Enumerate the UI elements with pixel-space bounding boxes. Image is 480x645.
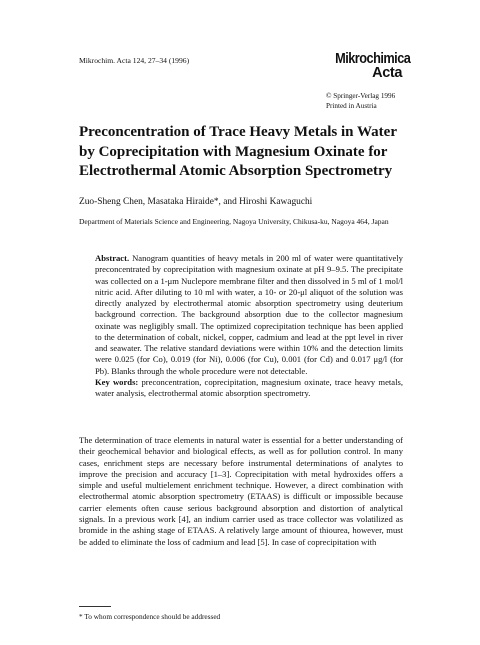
introduction-paragraph: The determination of trace elements in natural water is essential for a better understanding of their geochemical behavior and biological effects, as well as for pollution control. In many cases, enrichment steps are necessary before instrumental determinations of analytes to improve the precision and accuracy [1–3]. Coprecipitation with metal hydroxides offers a simple and useful multielement enrichment technique. However, a direct combination with electrothermal atomic absorption spectrometry (ETAAS) is difficult or impossible because carrier elements often cause serious background absorption and distortion of analytical signals. In a previous work [4], an indium carrier used as trace collector was volatilized as bromide in the ashing stage of ETAAS. A relatively large amount of thiourea, however, must be added to eliminate the loss of cadmium and lead [5]. In case of coprecipitation with <box>79 435 403 547</box>
keywords-text: preconcentration, coprecipitation, magnesium oxinate, trace heavy metals, water analysis, electrothermal atomic absorption spectrometry. <box>95 377 403 399</box>
journal-logo <box>326 51 411 81</box>
publisher-info <box>326 92 395 111</box>
abstract-label: Abstract. <box>95 253 130 263</box>
keywords <box>95 377 403 400</box>
logo-text-line2: Acta <box>372 65 402 81</box>
article-title: Preconcentration of Trace Heavy Metals in Water by Coprecipitation with Magnesium Oxinate for Electrothermal Atomic Absorption Spectrometry <box>79 124 397 180</box>
journal-citation: Mikrochim. Acta 124, 27–34 (1996) <box>79 56 190 65</box>
abstract-text: Nanogram quantities of heavy metals in 200 ml of water were quantitatively preconcentrated by coprecipitation with magnesium oxinate at pH 9–9.5. The precipitate was collected on a 1-μm Nuclepore membrane filter and then dissolved in 5 ml of 1 mol/l nitric acid. After diluting to 10 ml with water, a 10- or 20-μl aliquot of the solution was directly analyzed by electrothermal atomic absorption spectrometry using deuterium background correction. The background absorption due to the collector magnesium oxinate was negligibly small. The optimized coprecipitation technique has been applied to the determination of cobalt, nickel, copper, cadmium and lead at the ppt level in river and seawater. The relative standard deviations were within 10% and the detection limits were 0.025 (for Co), 0.019 (for Ni), 0.006 (for Cu), 0.001 (for Cd) and 0.017 μg/l (for Pb). Blanks through the whole procedure were not detectable. <box>95 253 403 376</box>
copyright-line: © Springer-Verlag 1996 <box>326 92 396 100</box>
logo-text-line1: Mikrochimica <box>335 51 411 67</box>
author-list: Zuo-Sheng Chen, Masataka Hiraide*, and Hiroshi Kawaguchi <box>79 197 313 207</box>
printed-line: Printed in Austria <box>326 101 377 110</box>
correspondence-footnote: * To whom correspondence should be addressed <box>79 612 221 621</box>
footnote-divider <box>79 606 111 607</box>
keywords-label: Key words: <box>95 377 139 387</box>
abstract <box>95 253 403 377</box>
affiliation: Department of Materials Science and Engineering, Nagoya University, Chikusa-ku, Nagoya 464, Japan <box>79 217 389 226</box>
